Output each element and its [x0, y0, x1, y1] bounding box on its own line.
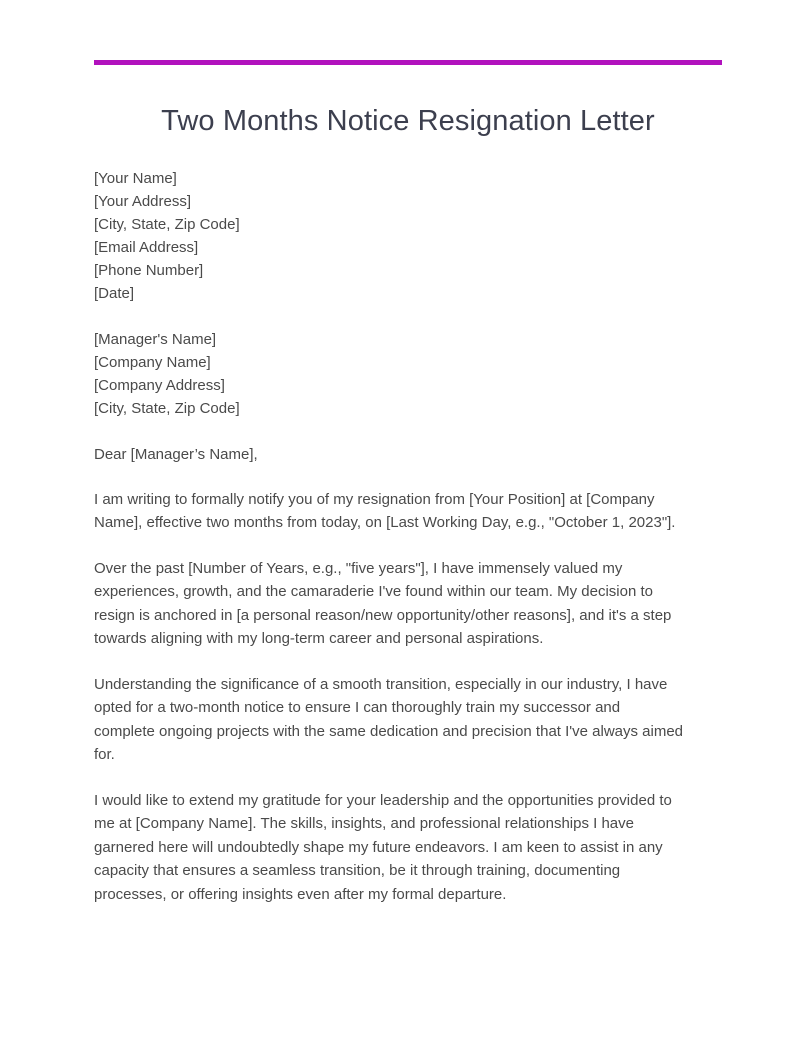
sender-address-line: [Date]	[94, 284, 135, 302]
letter-body	[94, 167, 684, 907]
body-paragraph: Understanding the significance of a smooth transition, especially in our industry, I have opted for a two-month notice to ensure I can thoroughly train my successor and complete ongoing projects with the same dedication and precision that I've always aimed for.	[94, 675, 684, 764]
body-paragraph: I am writing to formally notify you of my resignation from [Your Position] at [Company Name], effective two months from today, on [Last Working Day, e.g., "October 1, 2023"].	[94, 490, 676, 532]
recipient-address-line: [Company Address]	[94, 376, 225, 394]
recipient-address-line: [Company Name]	[94, 353, 211, 371]
body-paragraph: I would like to extend my gratitude for your leadership and the opportunities provided to me at [Company Name]. The skills, insights, and professional relationships I have garnered here will undoubtedly shape my future endeavors. I am keen to assist in any capacity that ensures a seamless transition, be it through training, documenting processes, or offering insights even after my formal departure.	[94, 791, 672, 903]
sender-address-block	[94, 167, 684, 305]
sender-address-line: [City, State, Zip Code]	[94, 215, 240, 233]
sender-address-line: [Phone Number]	[94, 261, 204, 279]
page-title: Two Months Notice Resignation Letter	[161, 105, 655, 137]
sender-address-line: [Email Address]	[94, 238, 199, 256]
header-accent-bar	[94, 60, 722, 65]
recipient-address-block	[94, 328, 684, 420]
salutation: Dear [Manager’s Name],	[94, 445, 258, 463]
body-paragraph: Over the past [Number of Years, e.g., "five years"], I have immensely valued my experiences, growth, and the camaraderie I've found within our team. My decision to resign is anchored in [a personal reason/new opportunity/other reasons], and it's a step towards aligning with my long-term career and personal aspirations.	[94, 559, 672, 648]
recipient-address-line: [Manager's Name]	[94, 330, 217, 348]
sender-address-line: [Your Name]	[94, 169, 177, 187]
sender-address-line: [Your Address]	[94, 192, 192, 210]
recipient-address-line: [City, State, Zip Code]	[94, 399, 240, 417]
